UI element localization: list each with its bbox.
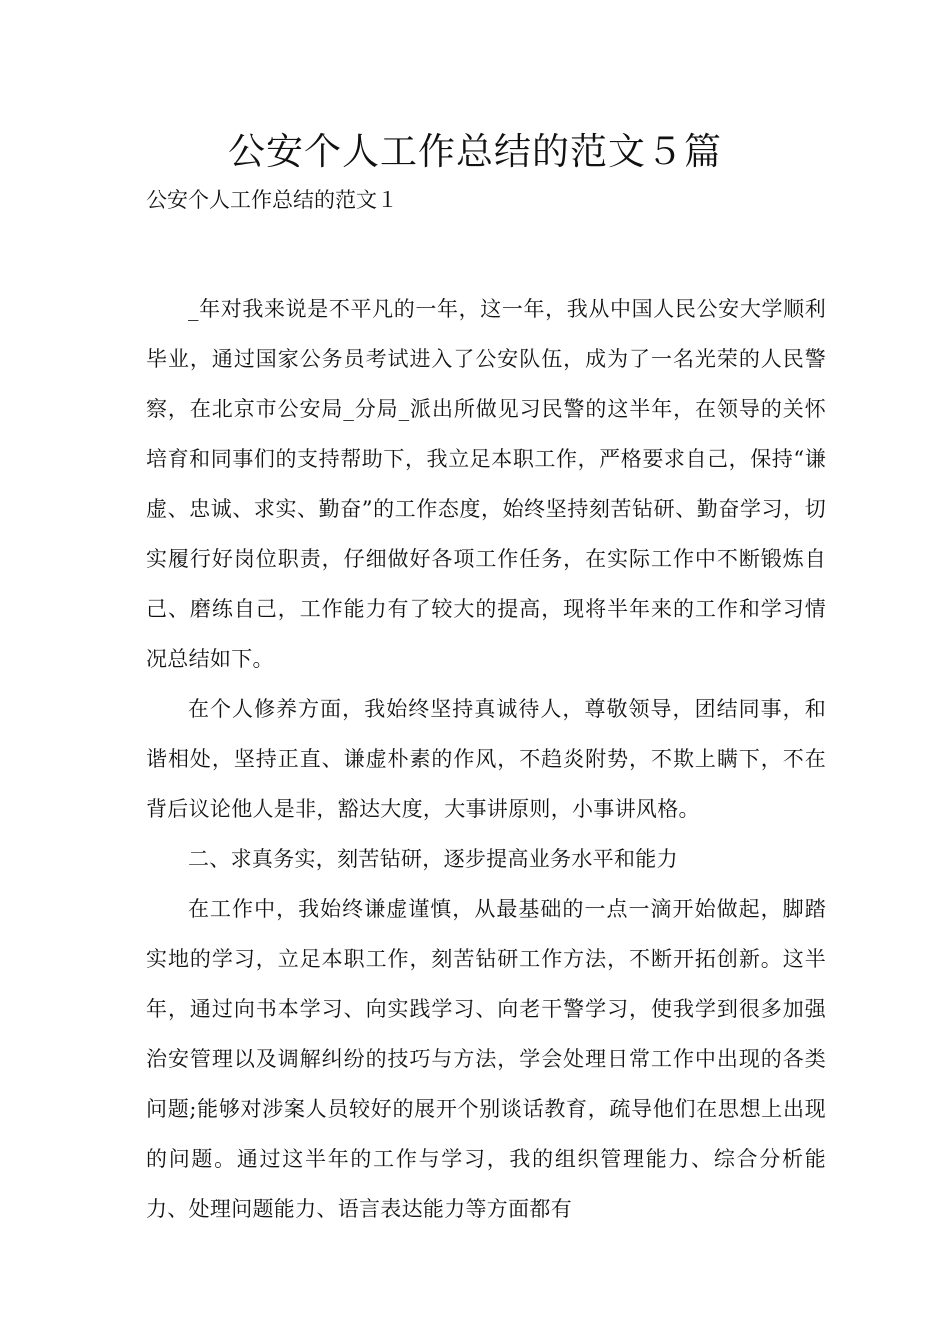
paragraph-work: 在工作中，我始终谦虚谨慎，从最基础的一点一滴开始做起，脚踏实地的学习，立足本职工作，刻苦钻研工作方法，不断开拓创新。这半年，通过向书本学习、向实践学习、向老干警学习，使我学到很多加强治安管理以及调解纠纷的技巧与方法，学会处理日常工作中出现的各类问题;能够对涉案人员较好的展开个别谈话教育，疏导他们在思想上出现的问题。通过这半年的工作与学习，我的组织管理能力、综合分析能力、处理问题能力、语言表达能力等方面都有: [146, 897, 826, 1221]
paragraph-personal-cultivation: 在个人修养方面，我始终坚持真诚待人，尊敬领导，团结同事，和谐相处，坚持正直、谦虚朴素的作风，不趋炎附势，不欺上瞒下，不在背后议论他人是非，豁达大度，大事讲原则，小事讲风格。: [146, 697, 826, 821]
section-heading-two: 二、求真务实，刻苦钻研，逐步提高业务水平和能力: [188, 847, 678, 871]
document-body: [146, 284, 826, 1234]
paragraph-intro: _年对我来说是不平凡的一年，这一年，我从中国人民公安大学顺利毕业，通过国家公务员考试进入了公安队伍，成为了一名光荣的人民警察，在北京市公安局_分局_派出所做见习民警的这半年，在领导的关怀培育和同事们的支持帮助下，我立足本职工作，严格要求自己，保持“谦虚、忠诚、求实、勤奋”的工作态度，始终坚持刻苦钻研、勤奋学习，切实履行好岗位职责，仔细做好各项工作任务，在实际工作中不断锻炼自己、磨练自己，工作能力有了较大的提高，现将半年来的工作和学习情况总结如下。: [146, 297, 826, 671]
page-title: 公安个人工作总结的范文５篇: [228, 130, 722, 173]
section-subtitle: 公安个人工作总结的范文１: [146, 188, 398, 212]
